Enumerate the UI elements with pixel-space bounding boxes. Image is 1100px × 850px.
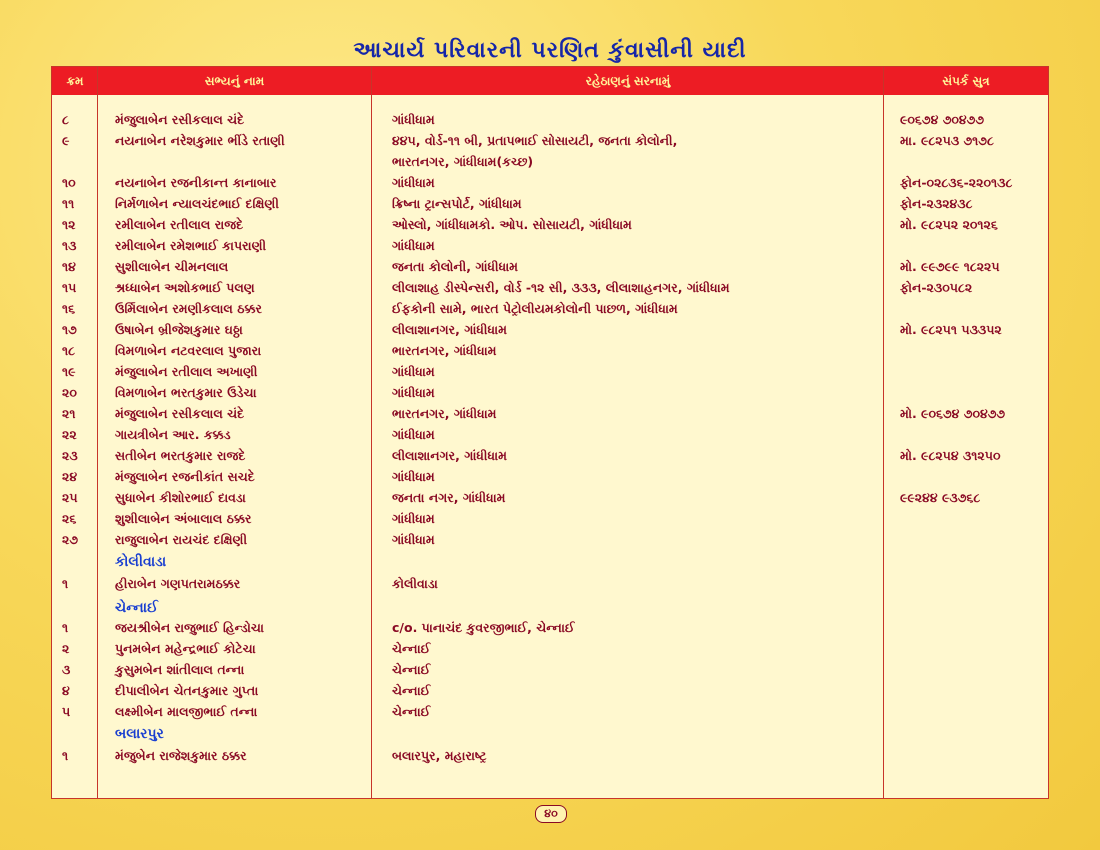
member-name: રાજુલાબેન રાયચંદ દક્ષિણી (115, 532, 248, 547)
member-address: ઈફકોની સામે, ભારત પેટ્રોલીયમકોલોની પાછળ, ગાંધીધામ (392, 301, 678, 316)
member-name: ગાયત્રીબેન આર. કક્કડ (115, 427, 231, 442)
member-address: બલારપુર, મહારાષ્ટ્ર (392, 748, 487, 763)
table-row (52, 193, 1048, 214)
member-address: ચેન્નાઈ (392, 662, 431, 677)
member-contact: મો. ૯૮૨૫૪ ૩૧૨૫૦ (900, 448, 1001, 463)
row-number: ૨૬ (62, 511, 77, 526)
table-row (52, 487, 1048, 508)
row-number: ૨૧ (62, 406, 76, 421)
table-row (52, 130, 1048, 151)
section-heading-label: ચેન્નાઈ (115, 600, 158, 616)
table-row (52, 277, 1048, 298)
member-address: ૪૪૫, વોર્ડ-૧૧ બી, પ્રતાપભાઈ સોસાયટી, જનતા કોલોની, (392, 133, 678, 148)
table-row (52, 466, 1048, 487)
member-contact: ૯૯૨૪૪ ૯૩૭૬૮ (900, 490, 981, 505)
row-number: ૨૭ (62, 532, 79, 547)
row-number: ૨૩ (62, 448, 78, 463)
row-number: ૧૨ (62, 217, 76, 232)
member-address: જનતા નગર, ગાંધીધામ (392, 490, 506, 505)
member-address: ગાંધીધામ (392, 511, 435, 526)
table-row (52, 445, 1048, 466)
member-address: ગાંધીધામ (392, 112, 435, 127)
member-name: કુસુમબેન શાંતીલાલ તન્ના (115, 662, 245, 677)
table-row (52, 508, 1048, 529)
table-row (52, 256, 1048, 277)
table-row (52, 151, 1048, 172)
row-number: ૧૫ (62, 280, 77, 295)
member-contact: ફોન-૦૨૮૩૬-૨૨૦૧૩૮ (900, 175, 1013, 190)
member-address: ગાંધીધામ (392, 238, 435, 253)
member-name: ઉષાબેન બ્રીજેશકુમાર ઘઠ્ઠા (115, 322, 243, 337)
member-name: સતીબેન ભરતકુમાર રાજદે (115, 448, 246, 463)
member-name: મંજુલાબેન રજનીકાંત સચદે (115, 469, 255, 484)
section-heading (52, 597, 1048, 618)
section-heading (52, 723, 1048, 744)
member-name: પુનમબેન મહેન્દ્રભાઈ કોટેચા (115, 641, 256, 656)
table-row (52, 340, 1048, 361)
header-name: સભ્યનું નામ (204, 74, 265, 88)
member-name: જયશ્રીબેન રાજુભાઈ હિન્ડોચા (115, 620, 264, 635)
row-number: ૧૭ (62, 322, 77, 337)
table-row (52, 382, 1048, 403)
section-heading (52, 551, 1048, 572)
member-name: મંજુલાબેન રસીકલાલ ચંદે (115, 406, 245, 421)
member-address: ચેન્નાઈ (392, 641, 431, 656)
row-number: ૨૪ (62, 469, 78, 484)
section-heading-label: બલારપુર (115, 726, 164, 742)
member-address: લીલાશાનગર, ગાંધીધામ (392, 322, 507, 337)
member-address: ભારતનગર, ગાંધીધામ (392, 343, 497, 358)
member-name: મંજુબેન રાજેશકુમાર ઠક્કર (115, 748, 247, 763)
member-name: નિર્મળાબેન ન્યાલચંદભાઈ દક્ષિણી (115, 196, 279, 211)
member-address: c/o. પાનાચંદ કુવરજીભાઈ, ચેન્નાઈ (392, 620, 575, 635)
table-row (52, 529, 1048, 550)
page-title: આચાર્ય પરિવારની પરણિત કુંવાસીની યાદી (353, 38, 747, 63)
member-name: વિમળાબેન ભરતકુમાર ઉડેચા (115, 385, 257, 400)
member-address: ગાંધીધામ (392, 469, 435, 484)
member-name: વિમળાબેન નટવરલાલ પુજારા (115, 343, 262, 358)
table-row (52, 701, 1048, 722)
table-row (52, 638, 1048, 659)
table-row (52, 319, 1048, 340)
member-name: ઉર્મિલાબેન રમણીકલાલ ઠક્કર (115, 301, 262, 316)
member-address: ઓસ્લો, ગાંધીધામકો. ઓપ. સોસાયટી, ગાંધીધામ (392, 217, 632, 232)
member-address: ભારતનગર, ગાંધીધામ(કચ્છ) (392, 154, 534, 169)
row-number: ૧ (62, 576, 69, 591)
table-row (52, 745, 1048, 766)
row-number: ૧ (62, 748, 69, 763)
row-number: ૮ (62, 112, 69, 127)
row-number: ૫ (62, 704, 71, 719)
member-contact: મો. ૯૮૨૫૧ ૫૩૩૫૨ (900, 322, 1002, 337)
member-contact: ફોન-૨૩૨૪૩૮ (900, 196, 973, 211)
member-name: મંજુલાબેન રતીલાલ અખાણી (115, 364, 258, 379)
table-row (52, 403, 1048, 424)
row-number: ૧૪ (62, 259, 76, 274)
table-header (52, 67, 1048, 95)
member-contact: મો. ૯૯૭૯૯ ૧૮૨૨૫ (900, 259, 1000, 274)
member-contact: મો. ૯૮૨૫૨ ૨૦૧૨૬ (900, 217, 998, 232)
member-address: ગાંધીધામ (392, 385, 435, 400)
page-number: ૪૦ (535, 805, 567, 823)
member-table (51, 66, 1049, 799)
member-contact: ફોન-૨૩૦૫૮૨ (900, 280, 973, 295)
member-name: નયનાબેન નરેશકુમાર ભીંડે રતાણી (115, 133, 285, 148)
table-row (52, 573, 1048, 594)
member-address: ગાંધીધામ (392, 427, 435, 442)
member-contact: મા. ૯૮૨૫૩ ૭૧૭૮ (900, 133, 994, 148)
member-address: લીલાશાહ ડીસ્પેન્સરી, વોર્ડ -૧૨ સી, ૩૩૩, લીલાશાહનગર, ગાંધીધામ (392, 280, 730, 295)
table-row (52, 235, 1048, 256)
member-name: રમીલાબેન રતીલાલ રાજદે (115, 217, 244, 232)
member-address: ચેન્નાઈ (392, 683, 431, 698)
table-row (52, 298, 1048, 319)
row-number: ૯ (62, 133, 70, 148)
row-number: ૧૮ (62, 343, 76, 358)
row-number: ૧૩ (62, 238, 77, 253)
member-name: દીપાલીબેન ચેતનકુમાર ગુપ્તા (115, 683, 259, 698)
member-name: મંજુલાબેન રસીકલાલ ચંદે (115, 112, 245, 127)
member-name: હીરાબેન ગણપતરામઠક્કર (115, 576, 241, 591)
member-address: કોલીવાડા (392, 576, 438, 591)
member-name: લક્ષ્મીબેન માલજીભાઈ તન્ના (115, 704, 258, 719)
row-number: ૨ (62, 641, 70, 656)
member-contact: મો. ૯૦૬૭૪ ૭૦૪૭૭ (900, 406, 1006, 421)
row-number: ૪ (62, 683, 70, 698)
row-number: ૩ (62, 662, 71, 677)
row-number: ૨૨ (62, 427, 77, 442)
member-address: ચેન્નાઈ (392, 704, 431, 719)
table-row (52, 172, 1048, 193)
member-name: સુધાબેન કીશોરભાઈ દાવડા (115, 490, 246, 505)
header-contact: સંપર્ક સુત્ર (942, 74, 990, 88)
member-address: લીલાશાનગર, ગાંધીધામ (392, 448, 507, 463)
table-row (52, 424, 1048, 445)
row-number: ૧ (62, 620, 69, 635)
table-row (52, 680, 1048, 701)
row-number: ૧૬ (62, 301, 76, 316)
row-number: ૨૫ (62, 490, 78, 505)
header-address: રહેઠાણનું સરનામું (585, 74, 671, 88)
member-address: ભારતનગર, ગાંધીધામ (392, 406, 497, 421)
member-address: ગાંધીધામ (392, 364, 435, 379)
member-address: ક્રિષ્ના ટ્રાન્સપોર્ટ, ગાંધીધામ (392, 196, 522, 211)
member-contact: ૯૦૬૭૪ ૭૦૪૭૭ (900, 112, 985, 127)
row-number: ૧૧ (62, 196, 75, 211)
table-row (52, 659, 1048, 680)
member-name: શુશીલાબેન અંબાલાલ ઠક્કર (115, 511, 252, 526)
header-no: ક્રમ (66, 74, 84, 88)
member-name: શ્રધ્ધાબેન અશોકભાઈ પલણ (115, 280, 255, 295)
row-number: ૨૦ (62, 385, 77, 400)
table-row (52, 617, 1048, 638)
member-name: સુશીલાબેન ચીમનલાલ (115, 259, 229, 274)
row-number: ૧૯ (62, 364, 76, 379)
table-row (52, 361, 1048, 382)
member-name: રમીલાબેન રમેશભાઈ કાપરાણી (115, 238, 267, 253)
member-address: જનતા કોલોની, ગાંધીધામ (392, 259, 519, 274)
section-heading-label: કોલીવાડા (115, 554, 167, 570)
row-number: ૧૦ (62, 175, 76, 190)
table-row (52, 214, 1048, 235)
table-row (52, 109, 1048, 130)
member-name: નયનાબેન રજનીકાન્ત કાનાબાર (115, 175, 277, 190)
member-address: ગાંધીધામ (392, 175, 435, 190)
member-address: ગાંધીધામ (392, 532, 435, 547)
